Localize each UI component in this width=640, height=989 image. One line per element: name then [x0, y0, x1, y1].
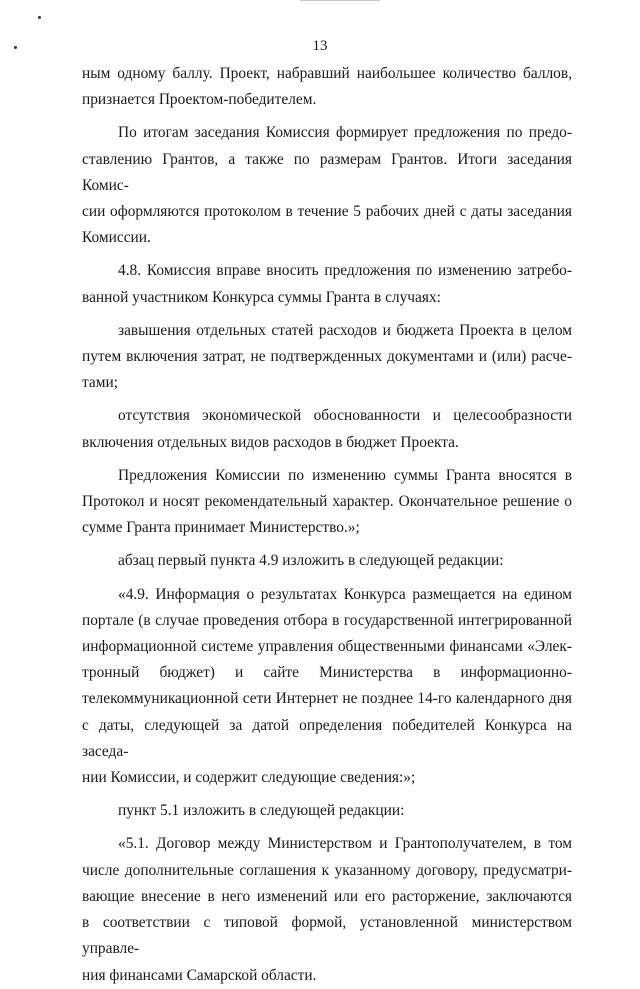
text-line: информационной системе управления общественными финансами «Элек-: [82, 638, 572, 656]
text-line: телекоммуникационной сети Интернет не позднее 14-го календарного дня: [82, 690, 572, 708]
text-line: Комиссии.: [82, 229, 151, 247]
text-line: пункт 5.1 изложить в следующей редакции:: [118, 802, 405, 820]
text-line: ванной участником Конкурса суммы Гранта в случаях:: [82, 288, 441, 306]
text-line: признается Проектом-победителем.: [82, 91, 317, 109]
text-line: «4.9. Информация о результатах Конкурса размещается на едином: [118, 585, 572, 603]
text-line: путем включения затрат, не подтвержденных документами и (или) расче-: [82, 348, 572, 366]
text-line: По итогам заседания Комиссия формирует предложения по предо-: [118, 124, 572, 142]
text-line: сии оформляются протоколом в течение 5 рабочих дней с даты заседания: [82, 203, 572, 221]
text-line: нии Комиссии, и содержит следующие сведения:»;: [82, 769, 416, 787]
text-line: сумме Гранта принимает Министерство.»;: [82, 519, 360, 537]
text-line: Предложения Комиссии по изменению суммы Гранта вносятся в: [118, 466, 572, 484]
text-line: с даты, следующей за датой определения победителей Конкурса на заседа-: [82, 716, 572, 760]
page-number: 13: [312, 38, 328, 54]
text-line: тронный бюджет) и сайте Министерства в информационно-: [82, 664, 572, 682]
text-line: числе дополнительные соглашения к указанному договору, предусматри-: [82, 861, 572, 879]
text-line: Протокол и носят рекомендательный характер. Окончательное решение о: [82, 493, 572, 511]
text-line: ставлению Грантов, а также по размерам Грантов. Итоги заседания Комис-: [82, 150, 572, 194]
text-line: ния финансами Самарской области.: [82, 966, 317, 984]
text-line: отсутствия экономической обоснованности и целесообразности: [118, 407, 572, 425]
text-line: «5.1. Договор между Министерством и Грантополучателем, в том: [118, 835, 572, 853]
text-line: в соответствии с типовой формой, установленной министерством управле-: [82, 914, 572, 958]
text-line: завышения отдельных статей расходов и бюджета Проекта в целом: [118, 321, 572, 339]
text-line: вающие внесение в него изменений или его расторжение, заключаются: [82, 887, 572, 905]
text-line: тами;: [82, 374, 118, 392]
scan-artifact: [300, 0, 380, 1]
document-body: [82, 61, 572, 989]
text-line: 4.8. Комиссия вправе вносить предложения по изменению затребо-: [118, 262, 572, 280]
text-line: абзац первый пункта 4.9 изложить в следующей редакции:: [118, 552, 504, 570]
scan-speck: [38, 16, 41, 19]
text-line: ным одному баллу. Проект, набравший наибольшее количество баллов,: [82, 65, 572, 82]
text-line: включения отдельных видов расходов в бюджет Проекта.: [82, 433, 459, 451]
text-line: портале (в случае проведения отбора в государственной интегрированной: [82, 611, 572, 629]
